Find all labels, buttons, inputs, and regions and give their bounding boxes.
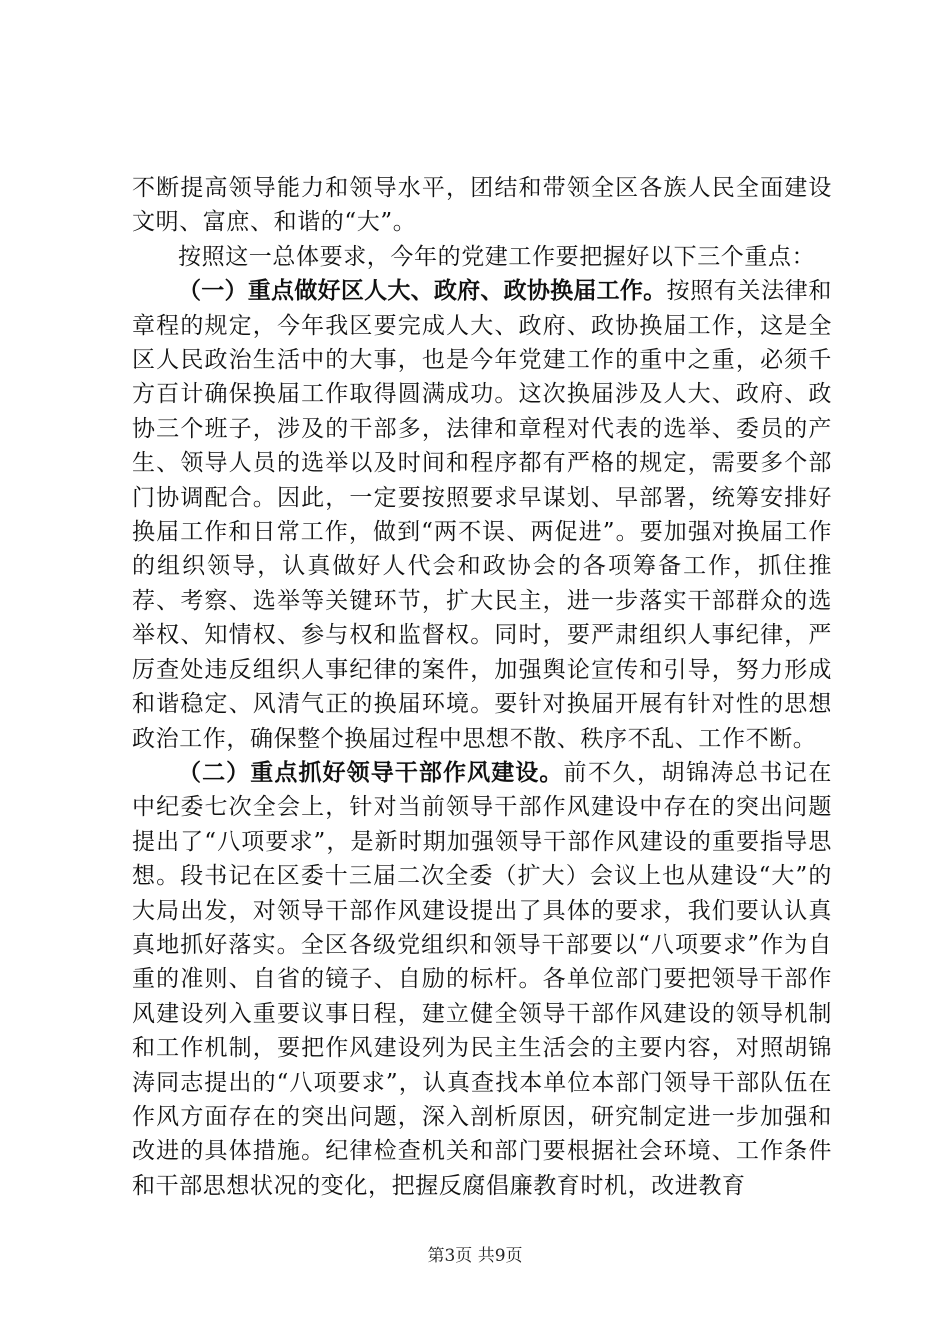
section-1-body: 按照有关法律和章程的规定，今年我区要完成人大、政府、政协换届工作，这是全区人民政治生活中的大事，也是今年党建工作的重中之重，必须千方百计确保换届工作取得圆满成功。这次换届涉及人大、政府、政协三个班子，涉及的干部多，法律和章程对代表的选举、委员的产生、领导人员的选举以及时间和程序都有严格的规定，需要多个部门协调配合。因此，一定要按照要求早谋划、早部署，统筹安排好换届工作和日常工作，做到“两不误、两促进”。要加强对换届工作的组织领导，认真做好人代会和政协会的各项筹备工作，抓住推荐、考察、选举等关键环节，扩大民主，进一步落实干部群众的选举权、知情权、参与权和监督权。同时，要严肃组织人事纪律，严厉查处违反组织人事纪律的案件，加强舆论宣传和引导，努力形成和谐稳定、风清气正的换届环境。要针对换届开展有针对性的思想政治工作，确保整个换届过程中思想不散、秩序不乱、工作不断。	[132, 278, 833, 752]
page-number-footer: 第3页 共9页	[427, 1246, 523, 1266]
section-2-body: 前不久，胡锦涛总书记在中纪委七次全会上，针对当前领导干部作风建设中存在的突出问题提出了“八项要求”，是新时期加强领导干部作风建设的重要指导思想。段书记在区委十三届二次全委（扩大）会议上也从建设“大”的大局出发，对领导干部作风建设提出了具体的要求，我们要认认真真地抓好落实。全区各级党组织和领导干部要以“八项要求”作为自重的准则、自省的镜子、自励的标杆。各单位部门要把领导干部作风建设列入重要议事日程，建立健全领导干部作风建设的领导机制和工作机制，要把作风建设列为民主生活会的主要内容，对照胡锦涛同志提出的“八项要求”，认真查找本单位本部门领导干部队伍在作风方面存在的突出问题，深入剖析原因，研究制定进一步加强和改进的具体措施。纪律检查机关和部门要根据社会环境、工作条件和干部思想状况的变化，把握反腐倡廉教育时机，改进教育	[132, 759, 833, 1199]
section-2-heading: （二）重点抓好领导干部作风建设。	[178, 759, 564, 786]
paragraph-overview: 按照这一总体要求，今年的党建工作要把握好以下三个重点：	[178, 243, 816, 270]
section-2-paragraph	[132, 756, 832, 1203]
document-body	[132, 171, 832, 1203]
section-1-paragraph	[132, 274, 832, 756]
paragraph-continued: 不断提高领导能力和领导水平，团结和带领全区各族人民全面建设文明、富庶、和谐的“大”。	[132, 175, 832, 236]
section-1-heading: （一）重点做好区人大、政府、政协换届工作。	[178, 278, 667, 305]
